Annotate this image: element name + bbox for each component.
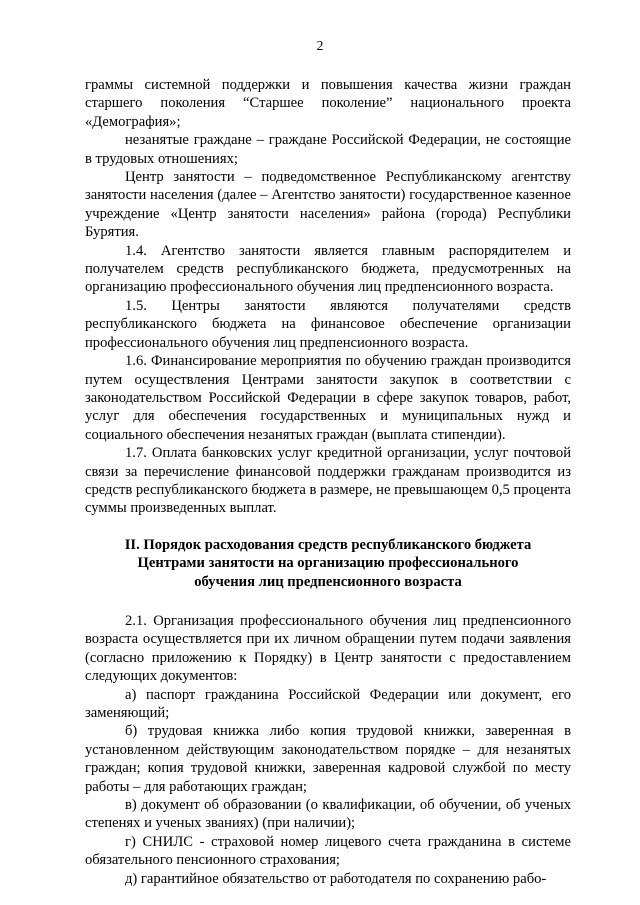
- section-heading-line-2: Центрами занятости на организацию профессионального: [137, 555, 519, 572]
- paragraph: 1.7. Оплата банковских услуг кредитной организации, услуг почтовой связи за перечисление финансовой поддержки гражданам производится из средств республиканского бюджета в размере, не превышающем 0,5 процента суммы произведенных выплат.: [85, 445, 571, 517]
- paragraph: д) гарантийное обязательство от работодателя по сохранению рабо-: [125, 870, 547, 887]
- paragraphs-after: [85, 612, 571, 888]
- paragraph: 1.6. Финансирование мероприятия по обучению граждан производится путем осуществления Центрами занятости закупок в соответствии с законодательством Российской Федерации в сфере закупок товаров, работ, услуг для обеспечения государственных и муниципальных нужд и социального обеспечения незанятых граждан (выплата стипендии).: [85, 353, 571, 443]
- paragraph: в) документ об образовании (о квалификации, об обучении, об ученых степенях и ученых званиях) (при наличии);: [85, 797, 571, 832]
- paragraph: б) трудовая книжка либо копия трудовой книжки, заверенная в установленном действующим законодательством порядке – для незанятых граждан; копия трудовой книжки, заверенная кадровой службой по месту работы – для работающих граждан;: [85, 723, 571, 795]
- paragraph: 2.1. Организация профессионального обучения лиц предпенсионного возраста осуществляется при их личном обращении путем подачи заявления (согласно приложению к Порядку) в Центр занятости с предоставлением следующих документов:: [85, 612, 571, 685]
- paragraphs-before: [85, 76, 571, 518]
- page-number: 2: [316, 38, 324, 53]
- paragraph: г) СНИЛС - страховой номер лицевого счета гражданина в системе обязательного пенсионного страхования;: [85, 833, 571, 869]
- paragraph: граммы системной поддержки и повышения качества жизни граждан старшего поколения “Старшее поколение” национального проекта «Демография»;: [85, 77, 571, 130]
- section-heading-line-3: обучения лиц предпенсионного возраста: [194, 573, 462, 590]
- section-heading-line-1: II. Порядок расходования средств республиканского бюджета: [124, 536, 532, 553]
- paragraph: незанятые граждане – граждане Российской Федерации, не состоящие в трудовых отношениях;: [85, 132, 571, 167]
- paragraph: 1.4. Агентство занятости является главным распорядителем и получателем средств республиканского бюджета, предусмотренных на организацию профессионального обучения лиц предпенсионного возраста.: [85, 242, 571, 296]
- paragraph: а) паспорт гражданина Российской Федерации или документ, его заменяющий;: [85, 686, 571, 721]
- paragraph: Центр занятости – подведомственное Республиканскому агентству занятости населения (далее – Агентство занятости) государственное казенное учреждение «Центр занятости населения» района (города) Республики Бурятия.: [85, 169, 571, 241]
- section-heading: [85, 536, 571, 591]
- paragraph: 1.5. Центры занятости являются получателями средств республиканского бюджета на финансовое обеспечение организации профессионального обучения лиц предпенсионного возраста.: [85, 297, 571, 351]
- document-body: [85, 76, 571, 888]
